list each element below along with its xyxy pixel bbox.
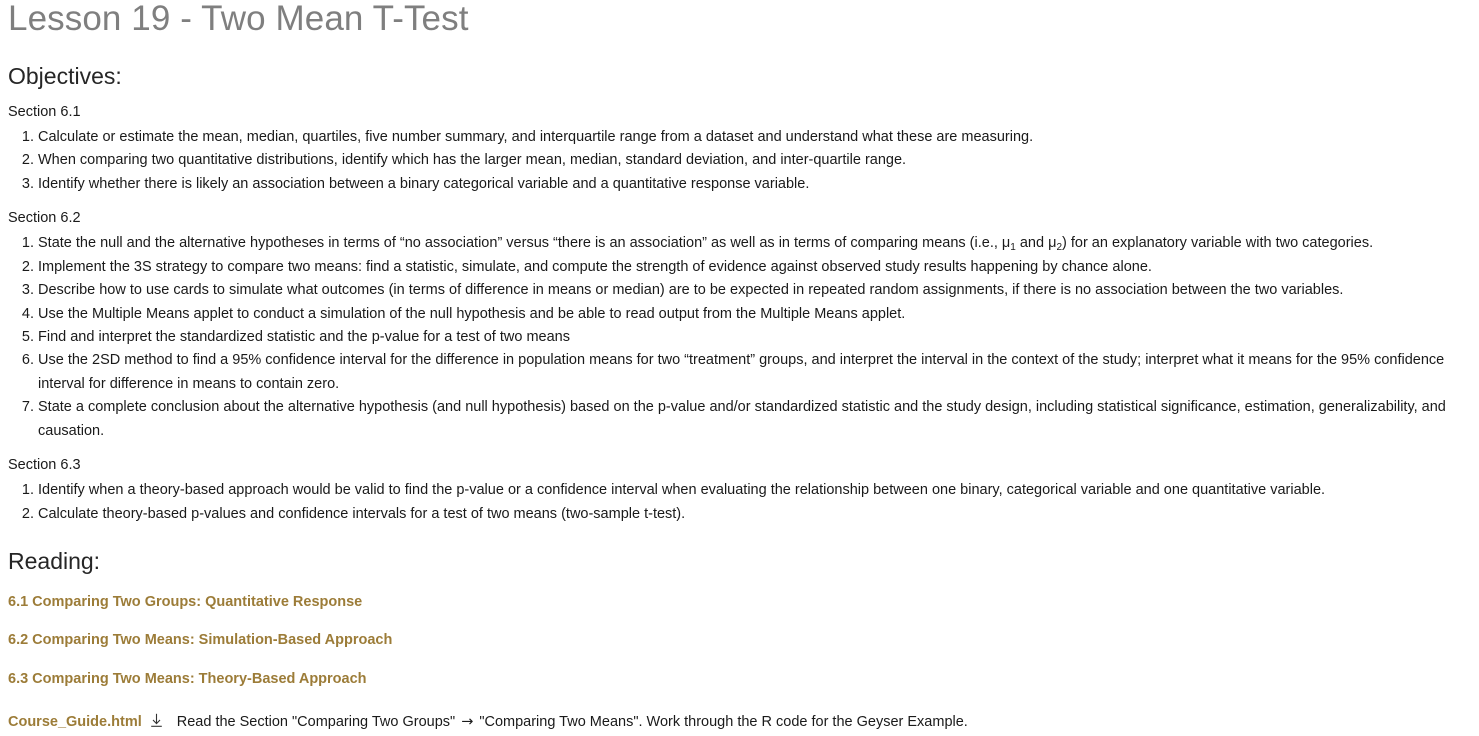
section-label-6-1: Section 6.1 [8,104,81,121]
list-item: 1. Calculate or estimate the mean, median, quartiles, five number summary, and interquartile range from a dataset and understand what these are measuring. [38,126,1471,149]
objectives-heading: Objectives: [8,62,122,89]
section-label-6-2: Section 6.2 [8,210,81,227]
list-item: 1. State the null and the alternative hypotheses in terms of “no association” versus “there is an association” as well as in terms of comparing means (i.e., $\mu_1$ and $\mu_2$) for an explanatory variable with two categories. [38,232,1471,255]
list-item: 5. Find and interpret the standardized statistic and the p-value for a test of two means [38,326,1471,349]
list-item: 3. Describe how to use cards to simulate what outcomes (in terms of difference in means or median) are to be expected in repeated random assignments, if there is no association between the two variables. [38,279,1471,302]
reading-link-6-2[interactable]: 6.2 Comparing Two Means: Simulation-Based Approach [8,632,393,649]
reading-heading: Reading: [8,548,101,575]
list-item: 2. Implement the 3S strategy to compare two means: find a statistic, simulate, and compute the strength of evidence against observed study results happening by chance alone. [38,256,1471,279]
course-guide-link[interactable]: Course_Guide.html [8,713,142,730]
list-item: 7. State a complete conclusion about the alternative hypothesis (and null hypothesis) based on the p-value and/or standardized statistic and the study design, including statistical significance, estimation, generalizability, and causation. [38,396,1471,443]
list-item: 2. Calculate theory-based p-values and confidence intervals for a test of two means (two-sample t-test). [38,503,1471,526]
objectives-list-6-3 [8,479,1471,526]
course-guide-instruction-after: "Comparing Two Means". Work through the R code for the Geyser Example. [479,713,968,730]
course-guide-instruction-before: Read the Section "Comparing Two Groups" [176,713,456,730]
list-item: 4. Use the Multiple Means applet to conduct a simulation of the null hypothesis and be able to read output from the Multiple Means applet. [38,303,1471,326]
course-guide-row [8,711,1471,734]
page-title: Lesson 19 - Two Mean T-Test [8,0,469,38]
arrow-icon: → [461,713,474,730]
list-item: 1. Identify when a theory-based approach would be valid to find the p-value or a confidence interval when evaluating the relationship between one binary, categorical variable and one quantitative variable. [38,479,1471,502]
list-item: 6. Use the 2SD method to find a 95% confidence interval for the difference in population means for two “treatment” groups, and interpret the interval in the context of the study; interpret what it means for the 95% confidence interval for difference in means to contain zero. [38,349,1471,396]
reading-link-6-3[interactable]: 6.3 Comparing Two Means: Theory-Based Approach [8,671,367,688]
reading-link-6-1[interactable]: 6.1 Comparing Two Groups: Quantitative Response [8,593,363,610]
objectives-list-6-2 [8,232,1471,443]
list-item: 3. Identify whether there is likely an association between a binary categorical variable and a quantitative response variable. [38,173,1471,196]
list-item: 2. When comparing two quantitative distributions, identify which has the larger mean, median, standard deviation, and inter-quartile range. [38,149,1471,172]
section-label-6-3: Section 6.3 [8,457,81,474]
objectives-list-6-1 [8,126,1471,196]
download-icon[interactable] [150,713,163,736]
